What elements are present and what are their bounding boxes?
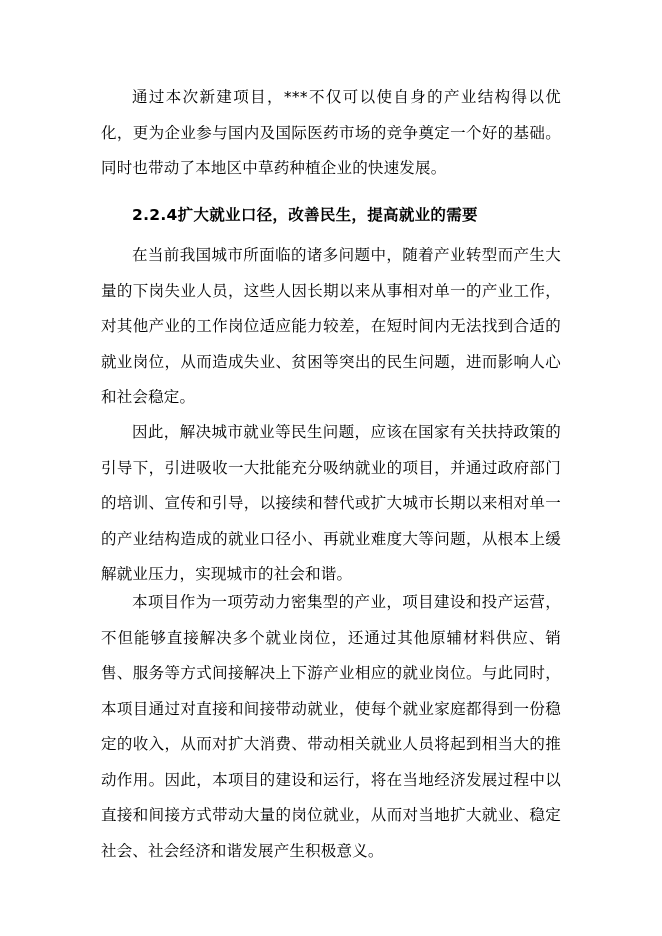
paragraph-project-benefit: 通过本次新建项目，***不仅可以使自身的产业结构得以优化，更为企业参与国内及国际医药市场的竞争奠定一个好的基础。同时也带动了本地区中草药种植企业的快速发展。 bbox=[101, 88, 561, 177]
section-heading: 2.2.4扩大就业口径，改善民生，提高就业的需要 bbox=[132, 206, 478, 224]
paragraph-project-employment: 本项目作为一项劳动力密集型的产业，项目建设和投产运营，不但能够直接解决多个就业岗位，还通过其他原辅材料供应、销售、服务等方式间接解决上下游产业相应的就业岗位。与此同时，本项目通过对直接和间接带动就业，使每个就业家庭都得到一份稳定的收入，从而对扩大消费、带动相关就业人员将起到相当大的推动作用。因此，本项目的建设和运行，将在当地经济发展过程中以直接和间接方式带动大量的岗位就业，从而对当地扩大就业、稳定社会、社会经济和谐发展产生积极意义。 bbox=[101, 593, 561, 860]
paragraph-unemployment-problem: 在当前我国城市所面临的诸多问题中，随着产业转型而产生大量的下岗失业人员，这些人因长期以来从事相对单一的产业工作，对其他产业的工作岗位适应能力较差，在短时间内无法找到合适的就业岗位，从而造成失业、贫困等突出的民生问题，进而影响人心和社会稳定。 bbox=[101, 246, 561, 406]
paragraph-policy-solution: 因此，解决城市就业等民生问题，应该在国家有关扶持政策的引导下，引进吸收一大批能充分吸纳就业的项目，并通过政府部门的培训、宣传和引导，以接续和替代或扩大城市长期以来相对单一的产业结构造成的就业口径小、再就业难度大等问题，从根本上缓解就业压力，实现城市的社会和谐。 bbox=[101, 423, 561, 583]
